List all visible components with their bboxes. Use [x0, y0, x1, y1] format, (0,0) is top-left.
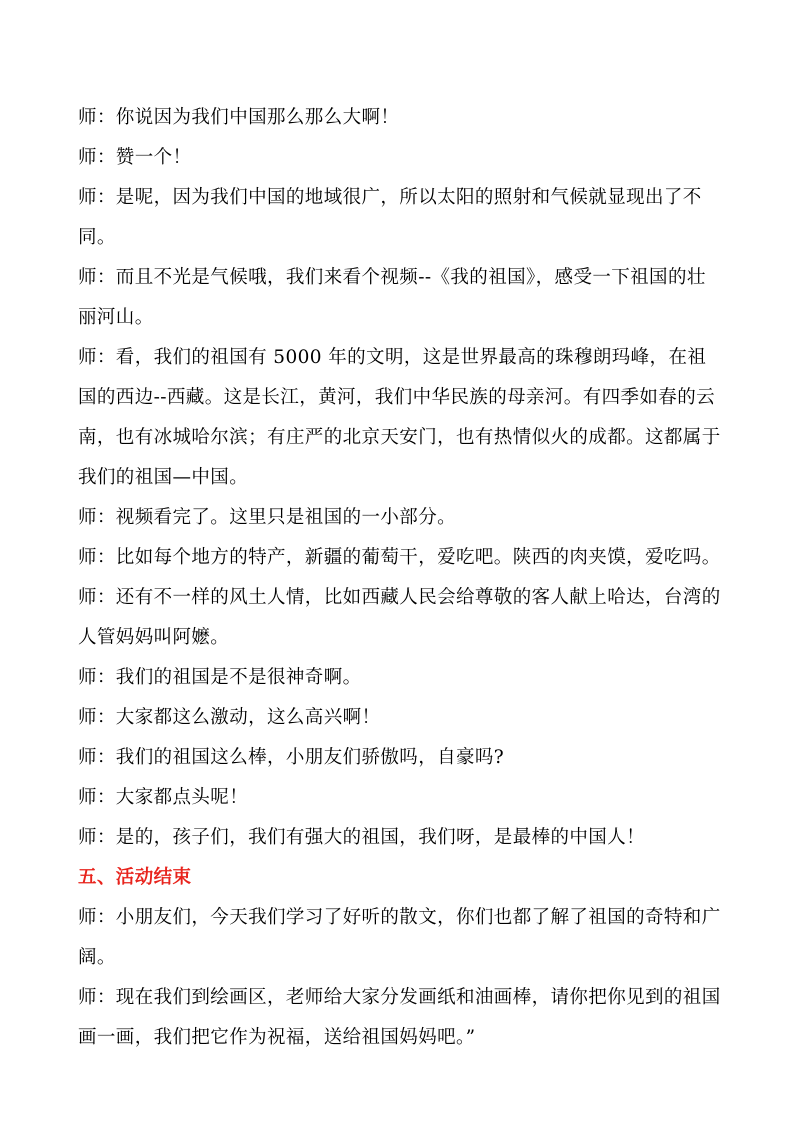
paragraph-2: 师：赞一个！: [78, 147, 192, 168]
paragraph-9: 师：我们的祖国是不是很神奇啊。: [78, 667, 362, 688]
paragraph-6: 师：视频看完了。这里只是祖国的一小部分。: [78, 507, 457, 528]
paragraph-3: 师：是呢，因为我们中国的地域很广，所以太阳的照射和气候就显现出了不同。: [78, 187, 702, 248]
paragraph-13: 师：是的，孩子们，我们有强大的祖国，我们呀，是最棒的中国人！: [78, 827, 646, 848]
paragraph-5: 师：看，我们的祖国有 5000 年的文明，这是世界最高的珠穆朗玛峰，在祖国的西边--西藏。这是长江，黄河，我们中华民族的母亲河。有四季如春的云南，也有冰城哈尔滨；有庄严的北京天安门，也有热情似火的成都。这都属于我们的祖国—中国。: [78, 347, 721, 488]
paragraph-11: 师：我们的祖国这么棒，小朋友们骄傲吗，自豪吗?: [78, 747, 505, 768]
paragraph-14: 师：小朋友们，今天我们学习了好听的散文，你们也都了解了祖国的奇特和广阔。: [78, 907, 721, 968]
paragraph-4: 师：而且不光是气候哦，我们来看个视频--《我的祖国》，感受一下祖国的壮丽河山。: [78, 267, 706, 328]
paragraph-10: 师：大家都这么激动，这么高兴啊！: [78, 707, 381, 728]
document-body: [78, 98, 724, 1058]
section-heading: 五、活动结束: [78, 867, 192, 888]
paragraph-8: 师：还有不一样的风土人情，比如西藏人民会给尊敬的客人献上哈达，台湾的人管妈妈叫阿嬷。: [78, 587, 721, 648]
paragraph-7: 师：比如每个地方的特产，新疆的葡萄干，爱吃吧。陕西的肉夹馍，爱吃吗。: [78, 547, 721, 568]
paragraph-15: 师：现在我们到绘画区，老师给大家分发画纸和油画棒，请你把你见到的祖国画一画，我们把它作为祝福，送给祖国妈妈吧。”: [78, 987, 721, 1048]
paragraph-1: 师：你说因为我们中国那么那么大啊！: [78, 107, 400, 128]
paragraph-12: 师：大家都点头呢！: [78, 787, 249, 808]
